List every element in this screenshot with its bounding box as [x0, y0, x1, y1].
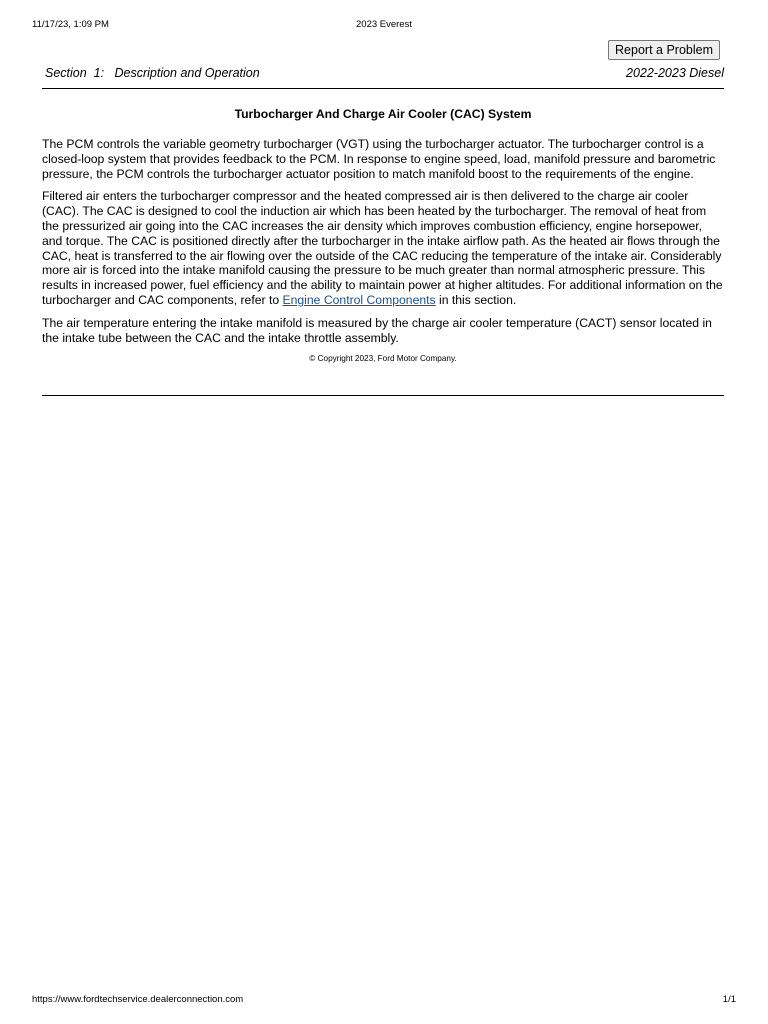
print-header — [32, 19, 736, 31]
document-body — [42, 106, 724, 365]
print-datetime: 11/17/23, 1:09 PM — [32, 19, 109, 30]
model-range-label: 2022-2023 Diesel — [626, 66, 724, 80]
paragraph-text: in this section. — [435, 292, 517, 307]
print-page-title: 2023 Everest — [356, 19, 412, 30]
engine-control-components-link[interactable]: Engine Control Components — [282, 292, 436, 307]
print-url: https://www.fordtechservice.dealerconnection.com — [32, 994, 244, 1005]
section-bar — [42, 64, 724, 82]
report-problem-button[interactable]: Report a Problem — [608, 40, 720, 60]
paragraph-vgt-control: The PCM controls the variable geometry turbocharger (VGT) using the turbocharger actuator. The turbocharger control is a closed-loop system that provides feedback to the PCM. In response to engine speed, load, manifold pressure and barometric pressure, the PCM controls the turbocharger actuator position to match manifold boost to the requirements of the engine. — [42, 137, 716, 181]
copyright-notice: © Copyright 2023, Ford Motor Company. — [309, 354, 457, 364]
footer-divider — [42, 395, 724, 396]
header-divider — [42, 88, 724, 89]
section-label: Section 1: Description and Operation — [45, 66, 260, 80]
paragraph-cac-operation — [42, 189, 724, 307]
print-page-number: 1/1 — [722, 994, 736, 1005]
print-footer — [32, 994, 736, 1006]
paragraph-text: Filtered air enters the turbocharger compressor and the heated compressed air is then delivered to the charge air cooler (CAC). The CAC is designed to cool the induction air which has been heated by the turbocharger. The removal of heat from the pressurized air going into the CAC increases the air density which improves combustion efficiency, engine horsepower, and torque. The CAC is positioned directly after the turbocharger in the intake airflow path. As the heated air flows through the CAC, heat is transferred to the air flowing over the outside of the CAC reducing the temperature of the intake air. Considerably more air is forced into the intake manifold causing the pressure to be much greater than normal atmospheric pressure. This results in increased power, fuel efficiency and the ability to maintain power at higher altitudes. For additional information on the turbocharger and CAC components, refer to — [42, 189, 723, 307]
page-title: Turbocharger And Charge Air Cooler (CAC) System — [234, 107, 532, 121]
paragraph-cact-sensor: The air temperature entering the intake manifold is measured by the charge air cooler temperature (CACT) sensor located in the intake tube between the CAC and the intake throttle assembly. — [42, 315, 712, 345]
